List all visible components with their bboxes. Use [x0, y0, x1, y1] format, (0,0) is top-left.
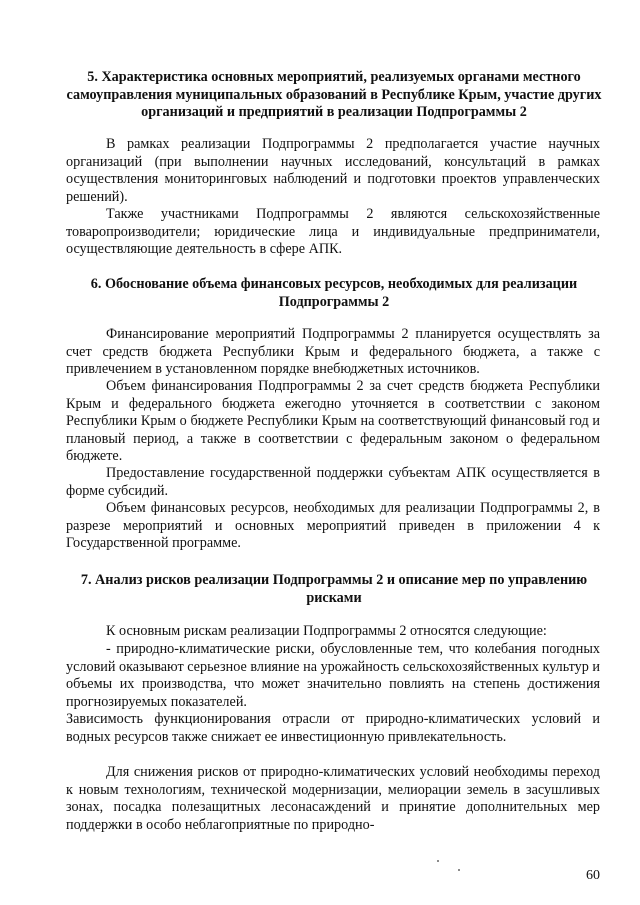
page-number: 60: [586, 868, 600, 883]
scan-speck: [458, 869, 460, 871]
section-7-paragraph-3: Зависимость функционирования отрасли от природно-климатических условий и водных ресурсов также снижает ее инвестиционную привлекательность.: [66, 711, 600, 745]
scan-speck: [437, 860, 439, 862]
section-6-paragraph-4: Объем финансовых ресурсов, необходимых для реализации Подпрограммы 2, в разрезе мероприятий и основных мероприятий приведен в приложении 4 к Государственной программе.: [66, 500, 600, 551]
section-5-paragraph-2: Также участниками Подпрограммы 2 являются сельскохозяйственные товаропроизводители; юридические лица и индивидуальные предприниматели, осуществляющие деятельность в сфере АПК.: [66, 206, 600, 257]
section-5-heading: 5. Характеристика основных мероприятий, реализуемых органами местного самоуправления муниципальных образований в Республике Крым, участие других организаций и предприятий в реализации Подпрограммы 2: [66, 69, 602, 121]
section-7-paragraph-4: Для снижения рисков от природно-климатических условий необходимы переход к новым технологиям, технической модернизации, мелиорации земель в засушливых зонах, посадка полезащитных лесонасаждений и принятие дополнительных мер поддержки в особо неблагоприятные по природно-: [66, 764, 600, 833]
section-6-paragraph-1: Финансирование мероприятий Подпрограммы 2 планируется осуществлять за счет средств бюджета Республики Крым и федерального бюджета, а также с привлечением в установленном порядке внебюджетных источников.: [66, 326, 600, 377]
section-7-heading: 7. Анализ рисков реализации Подпрограммы 2 и описание мер по управлению рисками: [80, 572, 588, 606]
section-7-paragraph-1: К основным рискам реализации Подпрограммы 2 относятся следующие:: [106, 623, 547, 639]
section-6-paragraph-3: Предоставление государственной поддержки субъектам АПК осуществляется в форме субсидий.: [66, 465, 600, 499]
section-7-paragraph-2: - природно-климатические риски, обусловленные тем, что колебания погодных условий оказывают серьезное влияние на урожайность сельскохозяйственных культур и объемы их производства, что может значительно повлиять на степень достижения прогнозируемых показателей.: [66, 641, 600, 710]
section-5-paragraph-1: В рамках реализации Подпрограммы 2 предполагается участие научных организаций (при выполнении научных исследований, консультаций в рамках осуществления мониторинговых наблюдений и подготовки проектов управленческих решений).: [66, 136, 600, 205]
section-6-heading: 6. Обоснование объема финансовых ресурсов, необходимых для реализации Подпрограммы 2: [90, 276, 578, 310]
section-6-paragraph-2: Объем финансирования Подпрограммы 2 за счет средств бюджета Республики Крым и федерального бюджета ежегодно уточняется в соответствии с законом Республики Крым о бюджете Республики Крым на соответствующий финансовый год и плановый период, а также в соответствии с федеральным законом о федеральном бюджете.: [66, 378, 600, 464]
